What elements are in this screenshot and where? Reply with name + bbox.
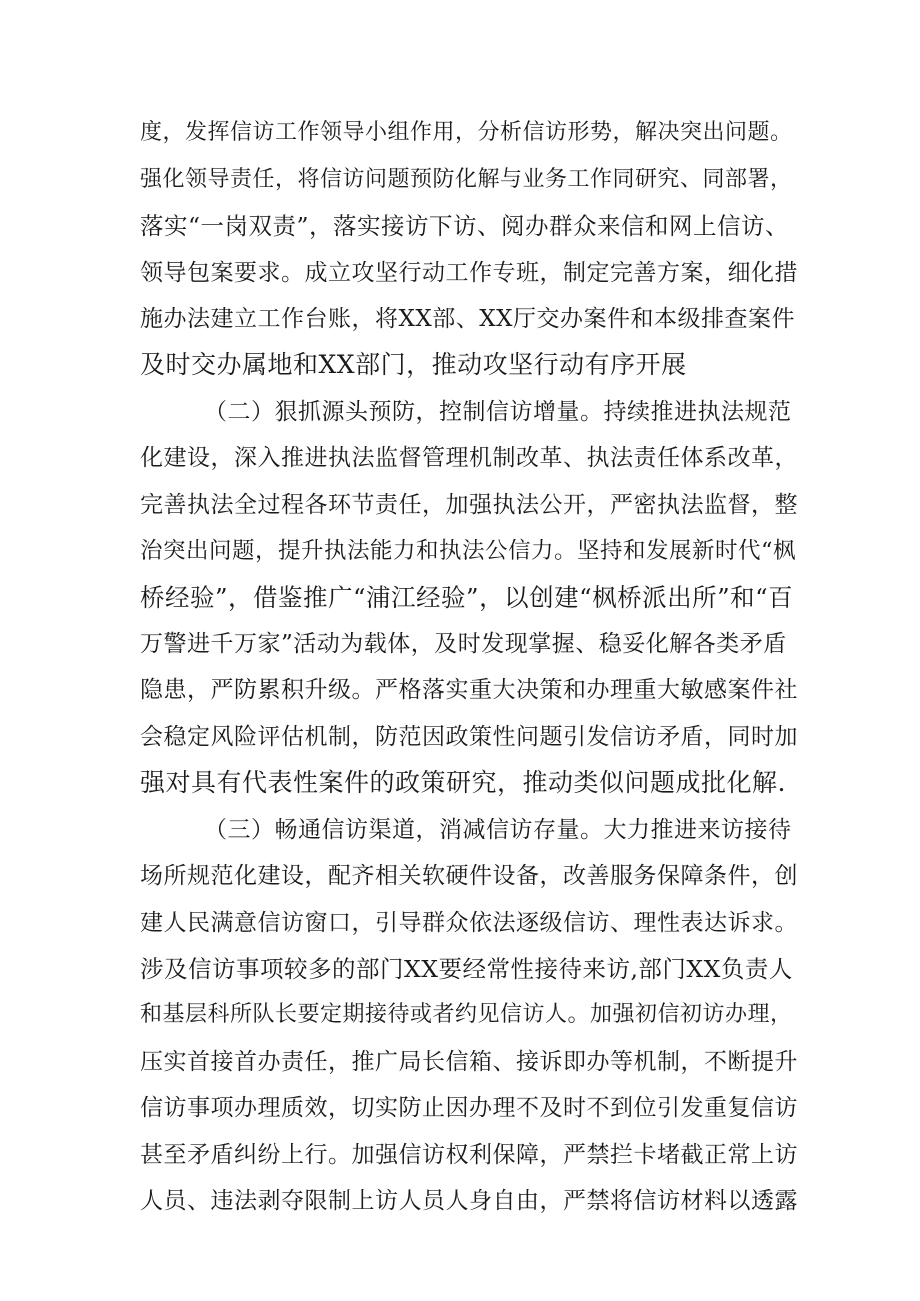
text-line: 人员、违法剥夺限制上访人员人身自由，严禁将信访材料以透露: [140, 1188, 798, 1214]
text-line: 度，发挥信访工作领导小组作用，分析信访形势，解决突出问题。: [140, 120, 793, 145]
text-line: 建人民满意信访窗口，引导群众依法逐级信访、理性表达诉求。: [140, 910, 798, 936]
text-line: 施办法建立工作台账，将XX部、XX厅交办案件和本级排查案件: [140, 306, 795, 332]
text-line: 压实首接首办责任，推广局长信箱、接诉即办等机制，不断提升: [140, 1049, 798, 1075]
text-line: 信访事项办理质效，切实防止因办理不及时不到位引发重复信访: [140, 1095, 798, 1121]
text-line: 完善执法全过程各环节责任，加强执法公开，严密执法监督，整: [140, 492, 798, 518]
text-line: 涉及信访事项较多的部门XX要经常性接待来访,部门XX负责人: [140, 955, 793, 983]
text-line: 甚至矛盾纠纷上行。加强信访权利保障，严禁拦卡堵截正常上访: [140, 1142, 798, 1168]
text-line: 治突出问题，提升执法能力和执法公信力。坚持和发展新时代“枫: [140, 538, 797, 564]
text-line: 桥经验”，借鉴推广“浦江经验”，以创建“枫桥派出所”和“百: [140, 583, 794, 612]
text-line: 万警进千万家”活动为载体，及时发现掌握、稳妥化解各类矛盾: [140, 631, 787, 657]
text-line: 及时交办属地和XX部门，推动攻坚行动有序开展: [140, 350, 687, 379]
text-line: 会稳定风险评估机制，防范因政策性问题引发信访矛盾，同时加: [140, 724, 798, 750]
text-line: 强化领导责任，将信访问题预防化解与业务工作同研究、同部署，: [140, 167, 793, 192]
text-line: 落实“一岗双责”，落实接访下访、阅办群众来信和网上信访、: [140, 212, 790, 240]
text-line: 领导包案要求。成立攻坚行动工作专班，制定完善方案，细化措: [140, 260, 798, 286]
text-line: 隐患，严防累积升级。严格落实重大决策和办理重大敏感案件社: [140, 677, 798, 703]
text-line: 场所规范化建设，配齐相关软硬件设备，改善服务保障条件，创: [140, 863, 798, 889]
text-line: 和基层科所队长要定期接待或者约见信访人。加强初信初访办理，: [140, 1002, 793, 1027]
text-line: 化建设，深入推进执法监督管理机制改革、执法责任体系改革，: [140, 445, 798, 471]
text-line: 强对具有代表性案件的政策研究，推动类似问题成批化解.: [140, 768, 786, 797]
section-heading-line: （三）畅通信访渠道，消减信访存量。大力推进来访接待: [204, 817, 792, 843]
section-heading-line: （二）狠抓源头预防，控制信访增量。持续推进执法规范: [204, 399, 792, 425]
